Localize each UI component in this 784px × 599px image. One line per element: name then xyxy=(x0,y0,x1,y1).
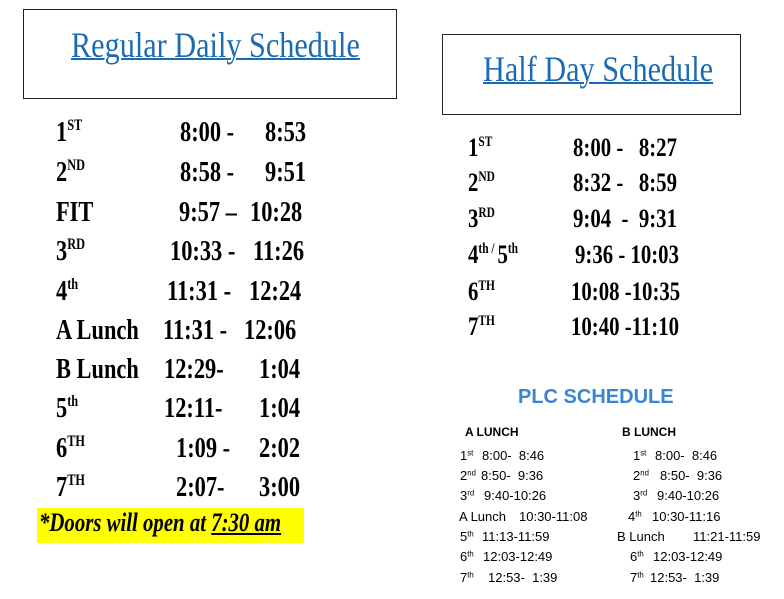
time-range: 8:00 - 8:27 xyxy=(573,133,677,162)
period-suffix: RD xyxy=(67,236,85,254)
plc-period-suffix: th xyxy=(467,529,474,539)
plc-period-suffix: nd xyxy=(467,468,476,478)
time-range: 8:32 - 8:59 xyxy=(573,168,677,197)
plc-period: 6th xyxy=(630,549,644,564)
plc-time: 11:13-11:59 xyxy=(482,529,550,544)
plc-period: B Lunch xyxy=(617,529,665,544)
regular-row xyxy=(56,157,312,193)
period-label: A Lunch xyxy=(56,315,139,346)
plc-b-lunch-heading: B LUNCH xyxy=(622,425,676,439)
time-range: 9:04 - 9:31 xyxy=(573,204,677,233)
plc-period: 1st xyxy=(460,448,474,463)
period-label: 2ND xyxy=(56,157,85,188)
period-label: 6TH xyxy=(56,433,85,464)
end-time: 2:02 xyxy=(259,433,301,464)
start-time: 8:58 - xyxy=(180,157,235,188)
end-time: 12:24 xyxy=(249,276,302,307)
plc-time: 12:53- 1:39 xyxy=(650,570,720,585)
plc-time: 10:30-11:16 xyxy=(652,509,721,524)
plc-period-suffix: th xyxy=(637,549,644,559)
plc-period-suffix: nd xyxy=(640,468,649,478)
period-label: 1ST xyxy=(468,133,493,162)
plc-time: 10:30-11:08 xyxy=(519,509,588,524)
time-range: 10:08 -10:35 xyxy=(571,277,681,306)
period-suffix: th xyxy=(67,393,79,411)
period-suffix: TH xyxy=(478,313,495,329)
start-time: 9:57 – xyxy=(179,197,237,228)
plc-period-suffix: st xyxy=(640,448,647,458)
period-suffix: ND xyxy=(67,157,85,175)
time-range: 10:40 -11:10 xyxy=(571,312,680,341)
plc-period-suffix: rd xyxy=(467,488,475,498)
period-suffix: TH xyxy=(478,278,495,294)
doors-prefix: *Doors will open at xyxy=(39,508,212,537)
end-time: 1:04 xyxy=(259,354,301,385)
plc-period-suffix: th xyxy=(635,509,642,519)
period-label: 7TH xyxy=(56,472,85,503)
period-suffix: ST xyxy=(67,117,83,135)
period-label: 3RD xyxy=(56,236,85,267)
time-range: 9:36 - 10:03 xyxy=(575,240,679,269)
half-row xyxy=(468,240,708,272)
start-time: 12:11- xyxy=(164,393,223,424)
period-label: $4^{th /}$ 5th xyxy=(468,240,519,269)
plc-a-lunch-heading: A LUNCH xyxy=(465,425,519,439)
period-label: 4th xyxy=(56,276,79,307)
plc-time: 12:53- 1:39 xyxy=(488,570,558,585)
half-schedule-title: Half Day Schedule xyxy=(483,49,714,89)
regular-row xyxy=(56,276,312,312)
half-row xyxy=(468,168,708,200)
regular-row xyxy=(56,197,312,233)
period-label: 1ST xyxy=(56,117,83,148)
plc-period-suffix: th xyxy=(467,549,474,559)
start-time: 2:07- xyxy=(176,472,225,503)
plc-period: 4th xyxy=(628,509,642,524)
plc-period: 2nd xyxy=(633,468,649,483)
plc-period: 6th xyxy=(460,549,474,564)
plc-time: 8:50- 9:36 xyxy=(481,468,544,483)
start-time: 10:33 - xyxy=(170,236,236,267)
plc-period-suffix: rd xyxy=(640,488,648,498)
plc-period: 5th xyxy=(460,529,474,544)
plc-period-suffix: st xyxy=(467,448,474,458)
end-time: 12:06 xyxy=(244,315,297,346)
plc-title: PLC SCHEDULE xyxy=(518,386,674,408)
half-row xyxy=(468,312,708,344)
regular-schedule-title: Regular Daily Schedule xyxy=(71,25,360,65)
end-time: 10:28 xyxy=(250,197,303,228)
doors-note xyxy=(39,508,281,538)
plc-period-suffix: th xyxy=(467,570,474,580)
plc-time: 8:00- 8:46 xyxy=(655,448,718,463)
period-suffix: RD xyxy=(478,205,495,221)
plc-time: 8:50- 9:36 xyxy=(660,468,723,483)
regular-row xyxy=(56,117,312,153)
start-time: 1:09 - xyxy=(176,433,231,464)
start-time: 11:31 - xyxy=(163,315,228,346)
start-time: 12:29- xyxy=(164,354,224,385)
period-label: 6TH xyxy=(468,277,495,306)
period-suffix: ST xyxy=(478,134,493,150)
period-label: 5th xyxy=(56,393,79,424)
regular-row xyxy=(56,393,312,429)
regular-row xyxy=(56,433,312,469)
start-time: 11:31 - xyxy=(167,276,232,307)
period-suffix: th xyxy=(67,276,79,294)
plc-period: 7th xyxy=(630,570,644,585)
plc-period-suffix: th xyxy=(637,570,644,580)
plc-time: 12:03-12:49 xyxy=(653,549,723,564)
half-row xyxy=(468,133,708,165)
period-label: 2ND xyxy=(468,168,495,197)
regular-row xyxy=(56,236,312,272)
period-suffix: TH xyxy=(67,433,85,451)
regular-row xyxy=(56,472,312,508)
plc-period: 3rd xyxy=(460,488,475,503)
plc-time: 8:00- 8:46 xyxy=(482,448,545,463)
period-label: FIT xyxy=(56,197,94,228)
plc-period: 1st xyxy=(633,448,647,463)
period-suffix: th / xyxy=(478,241,498,257)
half-row xyxy=(468,204,708,236)
plc-time: 12:03-12:49 xyxy=(483,549,553,564)
plc-period: 7th xyxy=(460,570,474,585)
period-suffix-2: th xyxy=(507,241,519,257)
plc-time: 9:40-10:26 xyxy=(657,488,720,503)
period-label-2: 5 xyxy=(497,240,508,269)
plc-period: 3rd xyxy=(633,488,648,503)
regular-row xyxy=(56,315,312,351)
plc-time: 9:40-10:26 xyxy=(484,488,547,503)
plc-period: 2nd xyxy=(460,468,476,483)
end-time: 1:04 xyxy=(259,393,301,424)
start-time: 8:00 - xyxy=(180,117,235,148)
period-suffix: ND xyxy=(478,169,495,185)
doors-time: 7:30 am xyxy=(211,508,282,537)
regular-row xyxy=(56,354,312,390)
plc-period: A Lunch xyxy=(459,509,506,524)
period-label: 7TH xyxy=(468,312,495,341)
end-time: 11:26 xyxy=(253,236,305,267)
half-row xyxy=(468,277,708,309)
period-label: 3RD xyxy=(468,204,495,233)
period-suffix: TH xyxy=(67,472,85,490)
end-time: 8:53 xyxy=(265,117,307,148)
period-label: B Lunch xyxy=(56,354,139,385)
plc-time: 11:21-11:59 xyxy=(693,529,761,544)
end-time: 9:51 xyxy=(265,157,307,188)
end-time: 3:00 xyxy=(259,472,301,503)
